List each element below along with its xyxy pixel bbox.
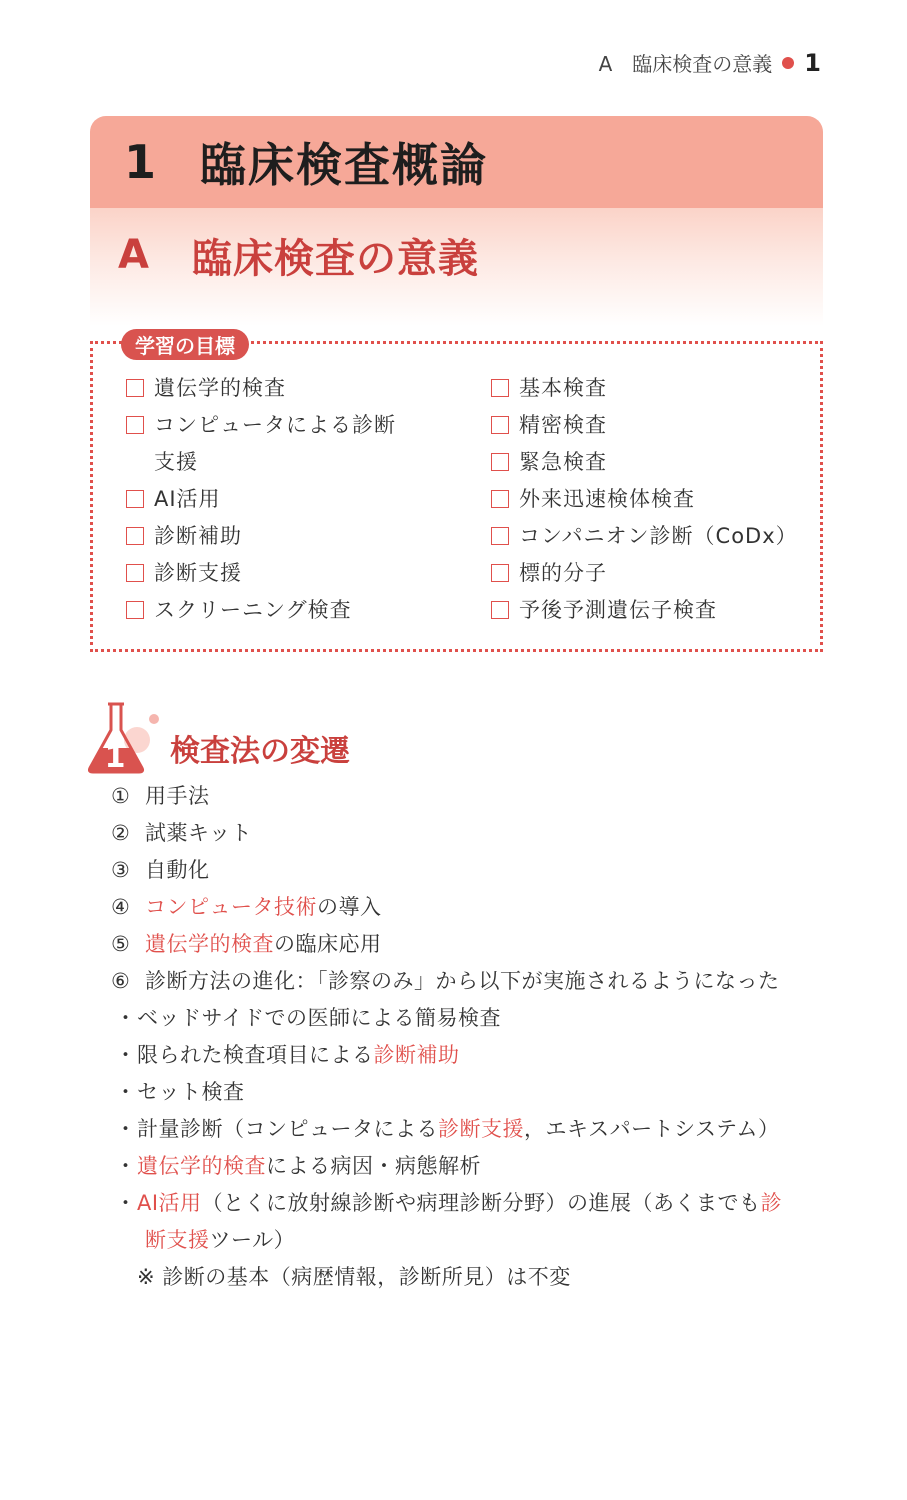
- highlight-term: 遺伝学的検査: [145, 932, 274, 956]
- list-item: ① 用手法: [111, 784, 210, 808]
- objective-item: 精密検査: [491, 407, 798, 444]
- list-item: ④ コンピュータ技術の導入: [111, 895, 382, 919]
- chapter-band: [90, 116, 823, 208]
- bullet-item: ・AI活用（とくに放射線診断や病理診断分野）の進展（あくまでも診: [115, 1191, 783, 1215]
- subsection-heading: [88, 700, 828, 774]
- highlight-term: AI活用: [137, 1191, 202, 1215]
- objective-item: スクリーニング検査: [126, 592, 396, 629]
- objective-item: コンパニオン診断（CoDx）: [491, 518, 798, 555]
- objective-item: 診断補助: [126, 518, 396, 555]
- checkbox-icon[interactable]: [491, 490, 509, 508]
- learning-objectives-label: 学習の目標: [121, 329, 249, 360]
- note-line: ※ 診断の基本（病歴情報，診断所見）は不変: [137, 1265, 571, 1289]
- subsection-title: 検査法の変遷: [170, 734, 350, 769]
- bullet-item: ・計量診断（コンピュータによる診断支援，エキスパートシステム）: [115, 1117, 780, 1141]
- bullet-item: ・遺伝学的検査による病因・病態解析: [115, 1154, 481, 1178]
- bullet-item: ・セット検査: [115, 1080, 245, 1104]
- checkbox-icon[interactable]: [126, 416, 144, 434]
- history-list: [111, 778, 831, 1296]
- bullet-item: ・限られた検査項目による診断補助: [115, 1043, 460, 1067]
- checkbox-icon[interactable]: [126, 527, 144, 545]
- objective-item: 緊急検査: [491, 444, 798, 481]
- highlight-term: 診: [760, 1191, 783, 1215]
- bullet-item-continuation: 断支援ツール）: [145, 1228, 296, 1252]
- checkbox-icon[interactable]: [491, 601, 509, 619]
- checkbox-icon[interactable]: [491, 379, 509, 397]
- list-item: ⑤ 遺伝学的検査の臨床応用: [111, 932, 382, 956]
- objective-item: 診断支援: [126, 555, 396, 592]
- running-head-section: A 臨床検査の意義: [598, 52, 773, 76]
- list-item: ② 試薬キット: [111, 821, 253, 845]
- checkbox-icon[interactable]: [491, 527, 509, 545]
- objective-item: コンピュータによる診断: [126, 407, 396, 444]
- objective-item: 標的分子: [491, 555, 798, 592]
- highlight-term: 診断補助: [373, 1043, 460, 1067]
- checkbox-icon[interactable]: [491, 564, 509, 582]
- checkbox-icon[interactable]: [126, 379, 144, 397]
- chapter-header: [90, 116, 823, 326]
- checkbox-icon[interactable]: [126, 601, 144, 619]
- list-item: ③ 自動化: [111, 858, 210, 882]
- bullet-dot-icon: [782, 57, 794, 69]
- highlight-term: コンピュータ技術: [145, 895, 317, 919]
- page-number: 1: [804, 48, 821, 77]
- objective-item: 基本検査: [491, 370, 798, 407]
- checkbox-icon[interactable]: [491, 453, 509, 471]
- flask-icon: [88, 700, 168, 774]
- checkbox-icon[interactable]: [126, 564, 144, 582]
- checkbox-icon[interactable]: [491, 416, 509, 434]
- learning-objectives-box: [90, 334, 823, 652]
- objective-item: AI活用: [126, 481, 396, 518]
- section-band: [90, 208, 823, 326]
- running-head: [599, 48, 821, 77]
- subsection-number: 1: [104, 740, 126, 774]
- objective-item: 予後予測遺伝子検査: [491, 592, 798, 629]
- objectives-right-column: [491, 370, 798, 629]
- checkbox-icon[interactable]: [126, 490, 144, 508]
- highlight-term: 遺伝学的検査: [137, 1154, 266, 1178]
- highlight-term: 断支援: [145, 1228, 210, 1252]
- bullet-item: ・ベッドサイドでの医師による簡易検査: [115, 1006, 502, 1030]
- objective-item: 遺伝学的検査: [126, 370, 396, 407]
- section-letter: A: [118, 232, 150, 278]
- chapter-title: 臨床検査概論: [200, 138, 489, 192]
- chapter-number: 1: [124, 135, 159, 189]
- section-title: 臨床検査の意義: [191, 235, 479, 282]
- objectives-left-column: [126, 370, 396, 629]
- objective-item: 外来迅速検体検査: [491, 481, 798, 518]
- objective-item-continuation: 支援: [154, 450, 198, 474]
- list-item: ⑥ 診断方法の進化：「診察のみ」から以下が実施されるようになった: [111, 969, 780, 993]
- highlight-term: 診断支援: [438, 1117, 524, 1141]
